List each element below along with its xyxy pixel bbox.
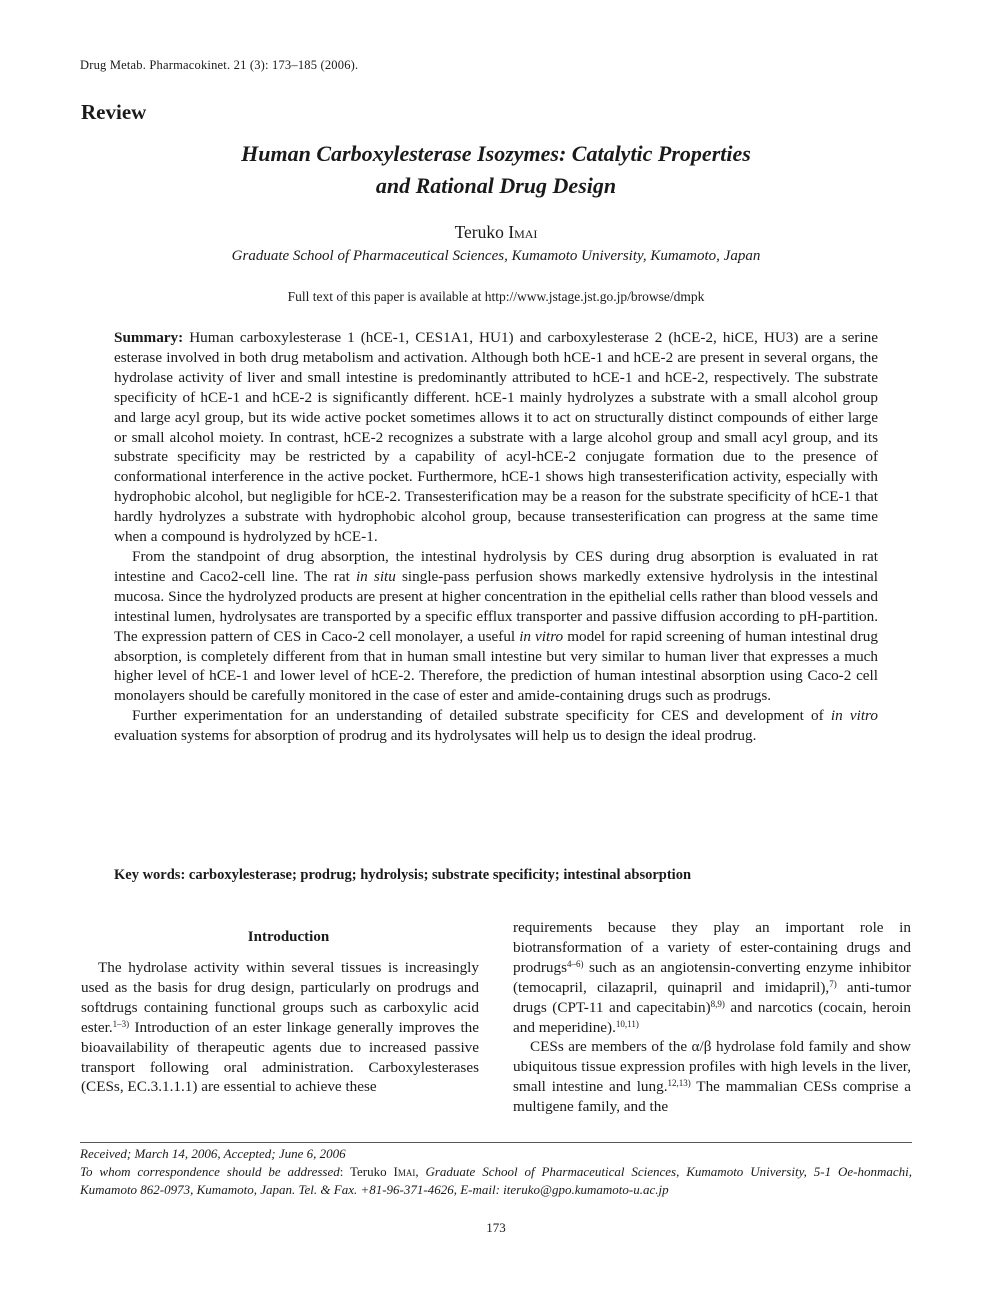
body-column-left bbox=[81, 958, 479, 1097]
citation-ref: 4–6) bbox=[567, 958, 584, 969]
summary-text-1: Human carboxylesterase 1 (hCE-1, CES1A1, HU1) and carboxylesterase 2 (hCE-2, hiCE, HU3) are a serine esterase involved in both drug metabolism and activation. Although both hCE-1 and hCE-2 are present in several organs, the hydrolase activity of liver and small intestine is predominantly attributed to hCE-1 and hCE-2, respectively. The substrate specificity of hCE-1 and hCE-2 is significantly different. hCE-1 mainly hydrolyzes a substrate with a small alcohol group and large acyl group, but its wide active pocket sometimes allows it to act on structurally distinct compounds of either large or small alcohol moiety. In contrast, hCE-2 recognizes a substrate with a large alcohol group and small acyl group, and its substrate specificity may be restricted by a capability of acyl-hCE-2 conjugate formation due to the presence of conformational interference in the active pocket. Furthermore, hCE-1 shows high transesterification activity, especially with hydrophobic alcohol, but negligible for hCE-2. Transesterification may be a reason for the substrate specificity of hCE-1 that hardly hydrolyzes a substrate with hydrophobic alcohol group, because transesterification can progress at the same time when a compound is hydrolyzed by hCE-1. bbox=[114, 329, 878, 546]
intro-paragraph-2 bbox=[513, 1037, 911, 1117]
section-type-heading: Review bbox=[81, 100, 147, 124]
fulltext-availability: Full text of this paper is available at http://www.jstage.jst.go.jp/browse/dmpk bbox=[287, 289, 705, 304]
intro-text-1b: Introduction of an ester linkage generally improves the bioavailability of therapeutic agents due to increased passive transport following oral administration. Carboxylesterases (CESs, EC.3.1.1.1) are essential to achieve these bbox=[81, 1018, 479, 1096]
citation-ref: 12,13) bbox=[667, 1078, 691, 1089]
correspondence-family-name: Imai bbox=[393, 1164, 416, 1179]
citation-ref: 1–3) bbox=[112, 1018, 130, 1029]
citation-ref: 8,9) bbox=[710, 998, 725, 1009]
summary-text-3a: Further experimentation for an understanding of detailed substrate specificity for CES and development of bbox=[132, 707, 831, 725]
summary-italic-in-situ: in situ bbox=[355, 567, 396, 585]
intro-paragraph-1 bbox=[81, 958, 479, 1097]
received-dates: Received; March 14, 2006, Accepted; June 6, 2006 bbox=[80, 1146, 346, 1161]
author-given-name: Teruko bbox=[454, 222, 509, 242]
footnote bbox=[80, 1145, 912, 1199]
title-line-2: and Rational Drug Design bbox=[375, 173, 617, 198]
author-family-name: Imai bbox=[508, 222, 538, 242]
body-column-right bbox=[513, 918, 911, 1117]
correspondence-separator: : bbox=[339, 1164, 350, 1179]
intro-text-r1b: such as an angiotensin-converting enzyme inhibitor (temocapril, cilazapril, quinapril and imidapril), bbox=[513, 958, 911, 996]
summary-label: Summary: bbox=[114, 329, 184, 346]
title-line-1: Human Carboxylesterase Isozymes: Catalytic Properties bbox=[241, 141, 751, 166]
summary-text-2a: From the standpoint of drug absorption, the intestinal hydrolysis by CES during drug absorption is evaluated in rat intestine and Caco2-cell line. The rat bbox=[114, 547, 878, 585]
correspondence bbox=[80, 1163, 912, 1199]
journal-citation: Drug Metab. Pharmacokinet. 21 (3): 173–185 (2006). bbox=[80, 58, 359, 72]
page-number: 173 bbox=[486, 1220, 506, 1235]
summary-text-3b: evaluation systems for absorption of prodrug and its hydrolysates will help us to design the ideal prodrug. bbox=[114, 727, 757, 745]
intro-text-r2a: CESs are members of the α/β hydrolase fold family and show ubiquitous tissue expression profiles with high levels in the liver, small intestine and lung. bbox=[513, 1038, 911, 1096]
keywords: Key words: carboxylesterase; prodrug; hydrolysis; substrate specificity; intestinal absorption bbox=[114, 867, 692, 883]
citation-ref: 10,11) bbox=[615, 1018, 639, 1029]
citation-ref: 7) bbox=[829, 978, 837, 989]
correspondence-label: To whom correspondence should be addressed bbox=[80, 1164, 340, 1179]
affiliation: Graduate School of Pharmaceutical Sciences, Kumamoto University, Kumamoto, Japan bbox=[231, 248, 761, 264]
summary-paragraph-3 bbox=[114, 706, 878, 746]
summary-text-2c: model for rapid screening of human intestinal drug absorption, is completely different from that in human small intestine but very similar to human liver that expresses a much higher level of hCE-1 and lower level of hCE-2. Therefore, the prediction of human intestinal absorption using Caco-2 cell monolayers should be carefully monitored in the case of ester and amide-containing drugs such as prodrugs. bbox=[114, 627, 878, 705]
intro-text-r1d: and narcotics (cocain, heroin and meperidine). bbox=[513, 998, 912, 1036]
summary-italic-in-vitro-2: in vitro bbox=[830, 707, 878, 725]
summary-italic-in-vitro: in vitro bbox=[519, 627, 564, 645]
intro-paragraph-1-cont bbox=[513, 918, 911, 1037]
footnote-divider bbox=[80, 1142, 912, 1143]
author-name bbox=[80, 222, 912, 243]
summary-paragraph-2 bbox=[114, 547, 878, 706]
intro-text-r1a: requirements because they play an important role in biotransformation of a variety of ester-containing drugs and prodrugs bbox=[513, 919, 911, 976]
article-title bbox=[80, 138, 912, 202]
summary-text-2b: single-pass perfusion shows markedly extensive hydrolysis in the intestinal mucosa. Since the hydrolyzed products are present at higher concentration in the epithelial cells rather than blood vessels and intestinal lumen, hydrolysates are transported by a specific efflux transporter and passive diffusion according to pH-partition. The expression pattern of CES in Caco-2 cell monolayer, a useful bbox=[114, 567, 879, 645]
intro-text-1a: The hydrolase activity within several tissues is increasingly used as the basis for drug design, particularly on prodrugs and softdrugs containing functional groups such as carboxylic acid ester. bbox=[81, 959, 479, 1036]
summary-abstract bbox=[114, 328, 878, 746]
intro-text-r2b: The mammalian CESs comprise a multigene family, and the bbox=[513, 1078, 911, 1116]
summary-paragraph-1 bbox=[114, 328, 878, 547]
correspondence-given-name: Teruko bbox=[350, 1164, 394, 1179]
intro-text-r1c: anti-tumor drugs (CPT-11 and capecitabin) bbox=[513, 978, 911, 1016]
correspondence-details: , Graduate School of Pharmaceutical Sciences, Kumamoto University, 5-1 Oe-honmachi, Kumamoto 862-0973, Kumamoto, Japan. Tel. & Fax. +81-96-371-4626, E-mail: iteruko@gpo.kumamoto-u.ac.jp bbox=[80, 1164, 912, 1197]
introduction-heading: Introduction bbox=[247, 929, 330, 945]
